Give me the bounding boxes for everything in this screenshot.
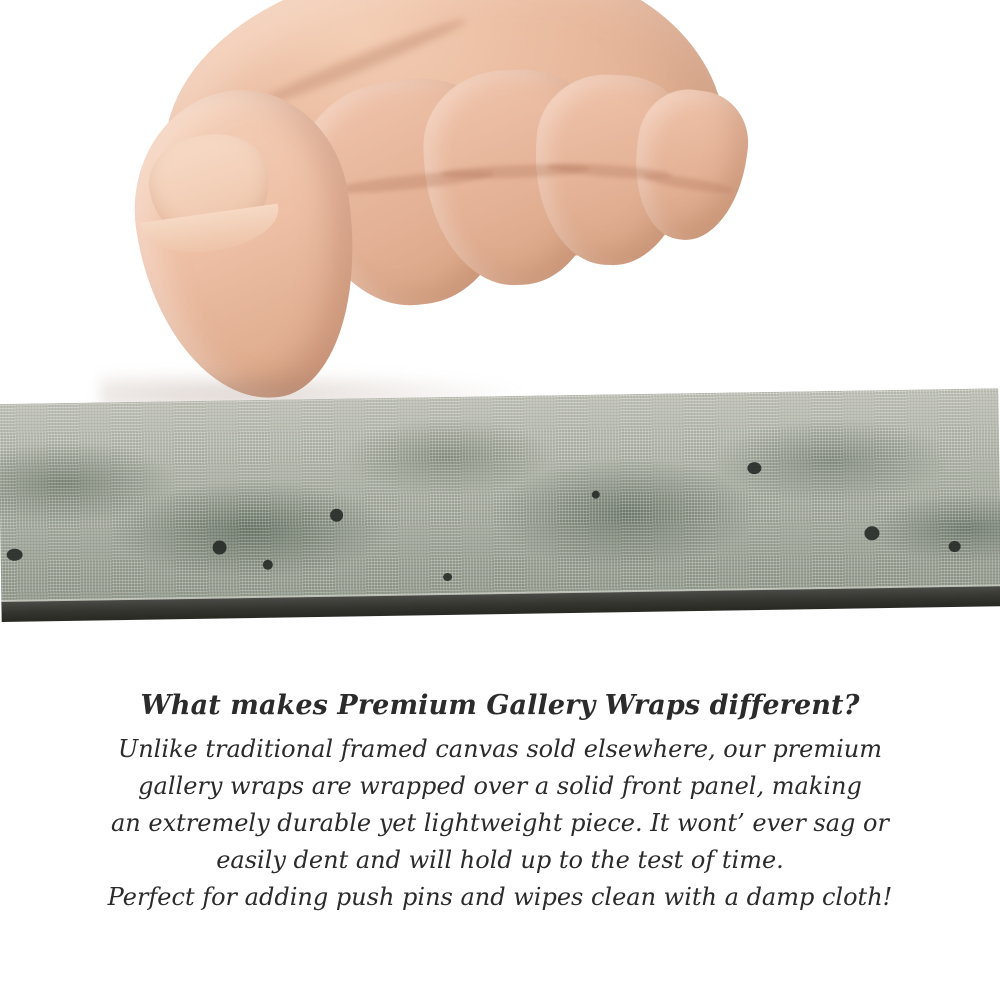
canvas-speck [330, 509, 343, 522]
caption-line: Perfect for adding push pins and wipes clean with a damp cloth! [107, 883, 893, 911]
canvas-wrap-edge [0, 388, 1000, 622]
canvas-speck [592, 491, 600, 499]
caption-line: gallery wraps are wrapped over a solid front panel, making [138, 772, 862, 800]
hand-illustration [95, 0, 715, 430]
caption-line: easily dent and will hold up to the test of time. [216, 846, 784, 874]
canvas-weave-texture [0, 388, 1000, 604]
caption-line: an extremely durable yet lightweight piece. It wont’ ever sag or [111, 809, 889, 837]
caption-line: Unlike traditional framed canvas sold elsewhere, our premium [117, 735, 882, 763]
caption-heading: What makes Premium Gallery Wraps different? [140, 690, 860, 721]
caption-block [0, 690, 1000, 916]
canvas-speck [443, 573, 452, 581]
caption-body [0, 731, 1000, 916]
canvas-printed-surface [0, 388, 1000, 604]
canvas-speck [263, 560, 273, 570]
